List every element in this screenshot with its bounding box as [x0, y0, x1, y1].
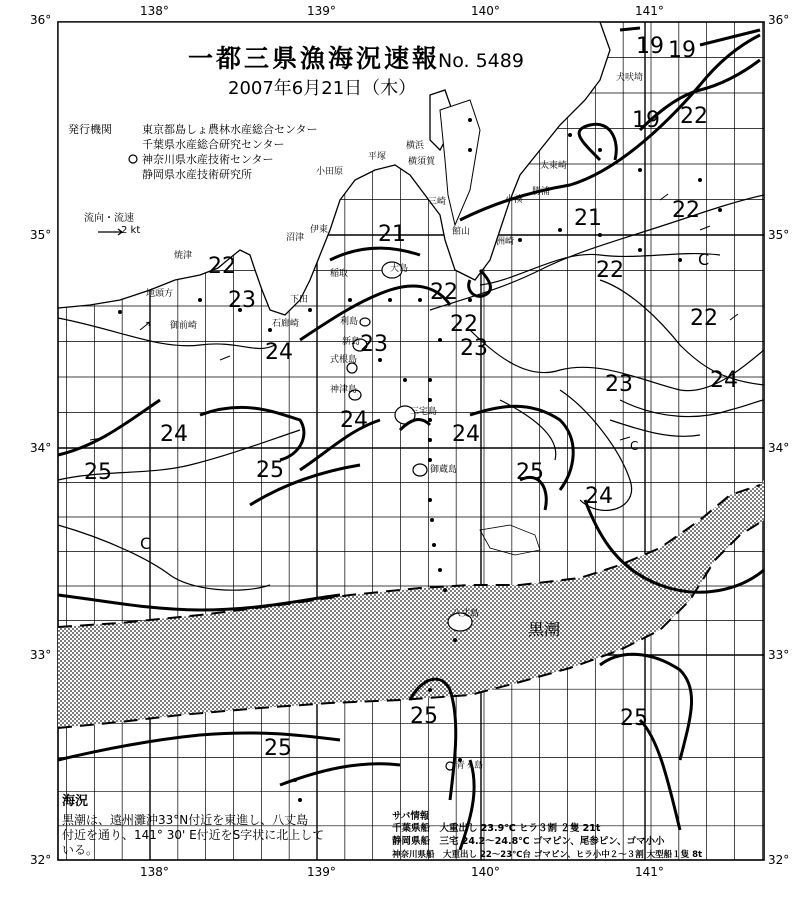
isotherm-label: 24	[340, 408, 368, 433]
place-label: 犬吠埼	[616, 73, 644, 83]
lat-label-34-left: 34°	[30, 441, 52, 455]
station-dot	[453, 638, 457, 642]
place-label: 横浜	[406, 141, 425, 151]
place-label: 焼津	[174, 251, 193, 261]
saba-line-3: 神奈川県船 大重出し 22～23℃台 ゴマピン、ヒラ小中２～３割 大型船１隻 8t	[392, 850, 703, 860]
station-dot	[198, 298, 202, 302]
flow-legend-speed: 2 kt	[121, 225, 141, 236]
lon-label-140-bottom: 140°	[471, 865, 500, 879]
station-dot	[443, 588, 447, 592]
station-dot	[428, 498, 432, 502]
station-dot	[598, 148, 602, 152]
station-dot	[348, 298, 352, 302]
place-label: 石廊崎	[272, 319, 300, 329]
place-label: 御前崎	[170, 321, 198, 331]
station-dot	[428, 418, 432, 422]
place-label: 下田	[290, 295, 309, 305]
place-label: 勝浦	[532, 187, 551, 197]
lon-label-138-top: 138°	[140, 4, 169, 18]
station-dot	[388, 298, 392, 302]
place-label: 太東崎	[540, 161, 568, 171]
station-dot	[430, 518, 434, 522]
isotherm-label: 22	[208, 254, 236, 279]
station-dot	[638, 168, 642, 172]
lon-label-140-top: 140°	[471, 4, 500, 18]
place-label: 稲取	[330, 269, 349, 279]
place-label: 八丈島	[452, 609, 480, 619]
lat-label-36-left: 36°	[30, 13, 52, 27]
place-label: 青ヶ島	[456, 761, 484, 771]
isotherm-label: 23	[605, 372, 633, 397]
station-dot	[298, 798, 302, 802]
isotherm-label: 22	[680, 104, 708, 129]
page-title: 一都三県漁海況速報	[188, 44, 441, 73]
place-label: 平塚	[368, 152, 387, 162]
isotherm-label: 19	[632, 108, 660, 133]
place-label: 小湊	[505, 195, 524, 205]
isotherm-label: 25	[84, 460, 112, 485]
station-dot	[293, 778, 297, 782]
flow-legend-label: 流向・流速	[84, 213, 134, 224]
isotherm-label: 23	[228, 288, 256, 313]
isotherm-label: 21	[378, 222, 406, 247]
kuroshio-label: 黒潮	[528, 620, 561, 639]
place-label: 御蔵島	[430, 465, 458, 475]
lat-label-33-left: 33°	[30, 648, 52, 662]
isotherm-label: 24	[710, 368, 738, 393]
station-dot	[468, 148, 472, 152]
lat-label-36-right: 36°	[768, 13, 790, 27]
saba-line-2: 静岡県船 三宅 24.2～24.8℃ ゴマピン、尾参ピン、ゴマ小小	[392, 836, 665, 847]
saba-line-1: 千葉県船 大重出し 23.9℃ ヒラ３割 ２隻 21t	[392, 823, 601, 834]
isotherm-label: 23	[460, 336, 488, 361]
place-label: 小田原	[316, 167, 344, 177]
lat-label-35-right: 35°	[768, 228, 790, 242]
isotherm-label: 25	[620, 706, 648, 731]
isotherm-label: 22	[430, 280, 458, 305]
isotherm-label: 24	[452, 422, 480, 447]
station-dot	[378, 358, 382, 362]
cold-current-symbol: C	[698, 250, 710, 269]
station-dot	[438, 568, 442, 572]
isotherm-label: 25	[516, 460, 544, 485]
place-label: 大島	[390, 264, 409, 274]
station-dot	[518, 238, 522, 242]
isotherm-label: 19	[636, 34, 664, 59]
station-dot	[718, 208, 722, 212]
lon-label-141-bottom: 141°	[635, 865, 664, 879]
lat-label-35-left: 35°	[30, 228, 52, 242]
place-label: 式根島	[330, 355, 358, 365]
isotherm-label: 25	[256, 458, 284, 483]
lat-label-32-left: 32°	[30, 853, 52, 867]
lon-label-139-top: 139°	[307, 4, 336, 18]
place-label: 伊東	[310, 225, 329, 235]
isotherm-label: 19	[668, 38, 696, 63]
station-dot	[428, 458, 432, 462]
lat-label-34-right: 34°	[768, 441, 790, 455]
isotherm-label: 25	[410, 704, 438, 729]
station-dot	[432, 543, 436, 547]
isotherm-label: 22	[672, 198, 700, 223]
station-dot	[428, 438, 432, 442]
station-dot	[558, 228, 562, 232]
issue-number: No. 5489	[438, 50, 524, 72]
place-label: 洲崎	[496, 237, 515, 247]
lon-label-139-bottom: 139°	[307, 865, 336, 879]
saba-heading: サバ情報	[392, 811, 430, 822]
station-dot	[428, 398, 432, 402]
isotherm-label: 24	[265, 340, 293, 365]
isotherm-label: 24	[160, 422, 188, 447]
issue-date: 2007年6月21日（木）	[228, 78, 417, 99]
isotherm-label: 22	[596, 258, 624, 283]
station-dot	[403, 378, 407, 382]
isotherm-label: 24	[585, 484, 613, 509]
isotherm-label: 25	[264, 736, 292, 761]
conditions-line-1: 黒潮は、遠州灘沖33°N付近を東進し、八丈島	[62, 813, 309, 827]
issuer-label: 発行機関	[68, 123, 112, 136]
lat-label-32-right: 32°	[768, 853, 790, 867]
place-label: 三崎	[428, 197, 447, 207]
lon-label-141-top: 141°	[635, 4, 664, 18]
lat-label-33-right: 33°	[768, 648, 790, 662]
station-dot	[118, 310, 122, 314]
station-dot	[468, 298, 472, 302]
conditions-heading: 海況	[62, 794, 89, 809]
place-label: 地頭方	[146, 289, 174, 299]
issuer-4: 静岡県水産技術研究所	[142, 168, 252, 181]
issuer-2: 千葉県水産総合研究センター	[142, 138, 285, 151]
legend-circle-icon	[129, 155, 137, 163]
station-dot	[638, 248, 642, 252]
conditions-line-2: 付近を通り、141° 30' E付近をS字状に北上して	[62, 828, 325, 842]
station-dot	[438, 338, 442, 342]
station-dot	[428, 378, 432, 382]
place-label: 館山	[452, 227, 471, 237]
station-dot	[678, 258, 682, 262]
lon-label-138-bottom: 138°	[140, 865, 169, 879]
isotherm-label: 23	[360, 332, 388, 357]
isotherm-label: 21	[574, 206, 602, 231]
place-label: 沼津	[286, 233, 305, 243]
place-label: 新島	[342, 337, 361, 347]
station-dot	[598, 233, 602, 237]
station-dot	[568, 133, 572, 137]
place-label: 神津島	[330, 385, 358, 395]
issuer-3: 神奈川県水産技術センター	[142, 153, 274, 166]
station-dot	[468, 118, 472, 122]
conditions-line-3: いる。	[62, 843, 99, 857]
isotherm-label: 22	[690, 306, 718, 331]
place-label: 利島	[340, 317, 359, 327]
place-label: 三宅島	[410, 407, 438, 417]
station-dot	[428, 688, 432, 692]
cold-current-symbol: C	[140, 534, 152, 553]
station-dot	[418, 298, 422, 302]
issuer-1: 東京都島しょ農林水産総合センター	[142, 123, 318, 136]
place-label: 横須賀	[408, 157, 436, 167]
station-dot	[698, 178, 702, 182]
isotherm-label: 22	[450, 312, 478, 337]
station-dot	[308, 308, 312, 312]
cold-current-symbol: C	[630, 439, 639, 453]
